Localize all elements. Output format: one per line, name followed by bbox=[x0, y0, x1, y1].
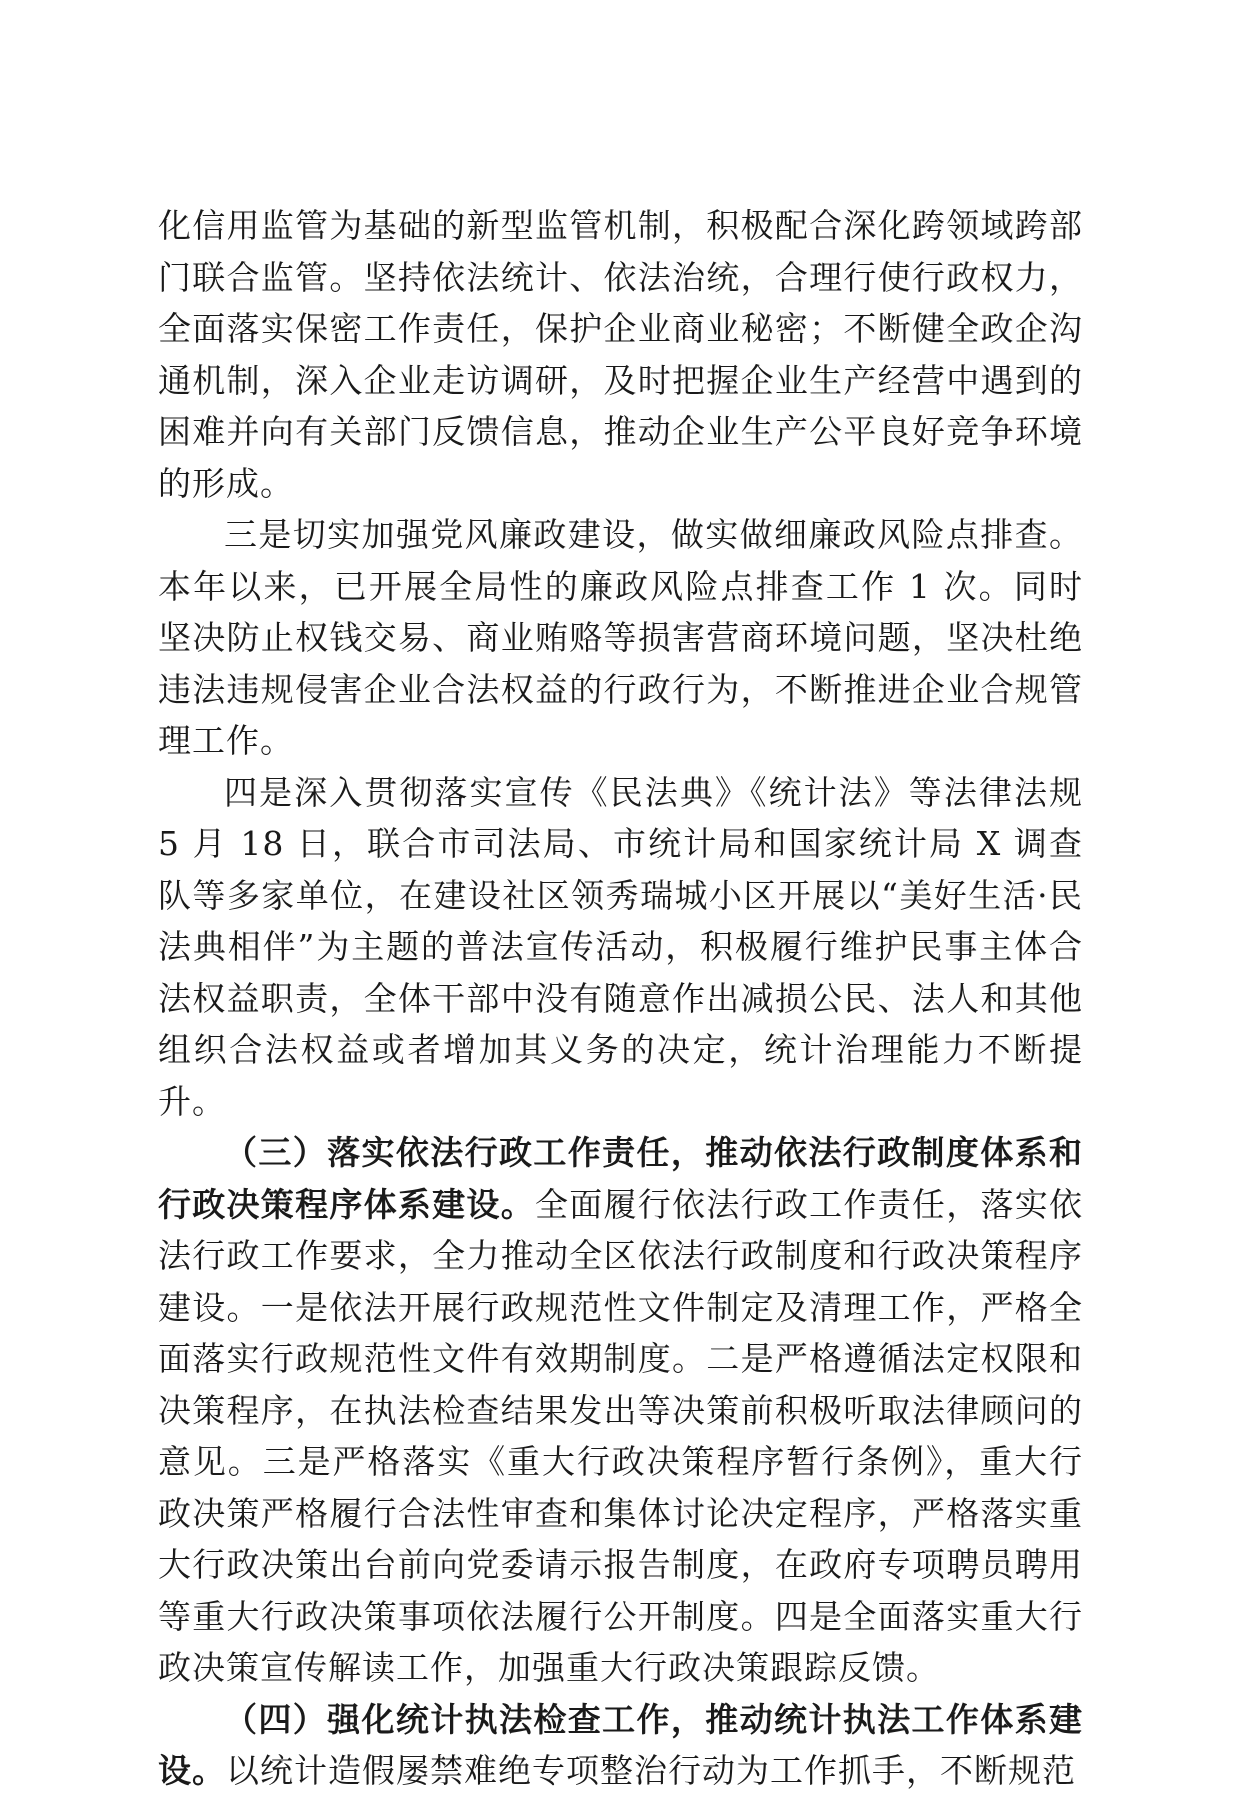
paragraph-text: 四是深入贯彻落实宣传《民法典》《统计法》等法律法规 5 月 18 日，联合市司法局、市统计局和国家统计局 X 调查队等多家单位，在建设社区领秀瑞城小区开展以“美好生活·民法典相伴”为主题的普法宣传活动，积极履行维护民事主体合法权益职责，全体干部中没有随意作出减损公民、法人和其他组织合法权益或者增加其义务的决定，统计治理能力不断提升。 bbox=[158, 772, 1083, 1121]
section-heading: （三）落实依法行政工作责任，推动依法行政制度体系和行政决策程序体系建设。 bbox=[158, 1133, 1083, 1224]
section-heading: （四）强化统计执法检查工作，推动统计执法工作体系建设。 bbox=[158, 1699, 1083, 1790]
paragraph-section-three bbox=[158, 1127, 1083, 1694]
paragraph-credit-supervision bbox=[158, 200, 1083, 509]
paragraph-integrity-building bbox=[158, 509, 1083, 767]
paragraph-section-four bbox=[158, 1694, 1083, 1797]
paragraph-text: 三是切实加强党风廉政建设，做实做细廉政风险点排查。本年以来，已开展全局性的廉政风险点排查工作 1 次。同时坚决防止权钱交易、商业贿赂等损害营商环境问题，坚决杜绝违法违规侵害企业合法权益的行政行为，不断推进企业合规管理工作。 bbox=[158, 515, 1083, 760]
paragraph-text: 全面履行依法行政工作责任，落实依法行政工作要求，全力推动全区依法行政制度和行政决策程序建设。一是依法开展行政规范性文件制定及清理工作，严格全面落实行政规范性文件有效期制度。二是严格遵循法定权限和决策程序，在执法检查结果发出等决策前积极听取法律顾问的意见。三是严格落实《重大行政决策程序暂行条例》，重大行政决策严格履行合法性审查和集体讨论决定程序，严格落实重大行政决策出台前向党委请示报告制度，在政府专项聘员聘用等重大行政决策事项依法履行公开制度。四是全面落实重大行政决策宣传解读工作，加强重大行政决策跟踪反馈。 bbox=[158, 1184, 1084, 1687]
document-body bbox=[158, 200, 1083, 1797]
paragraph-text: 化信用监管为基础的新型监管机制，积极配合深化跨领域跨部门联合监管。坚持依法统计、依法治统，合理行使行政权力，全面落实保密工作责任，保护企业商业秘密；不断健全政企沟通机制，深入企业走访调研，及时把握企业生产经营中遇到的困难并向有关部门反馈信息，推动企业生产公平良好竞争环境的形成。 bbox=[158, 206, 1083, 503]
paragraph-text: 以统计造假屡禁难绝专项整治行动为工作抓手，不断规范 bbox=[226, 1751, 1076, 1790]
paragraph-civil-code-promotion bbox=[158, 767, 1083, 1128]
